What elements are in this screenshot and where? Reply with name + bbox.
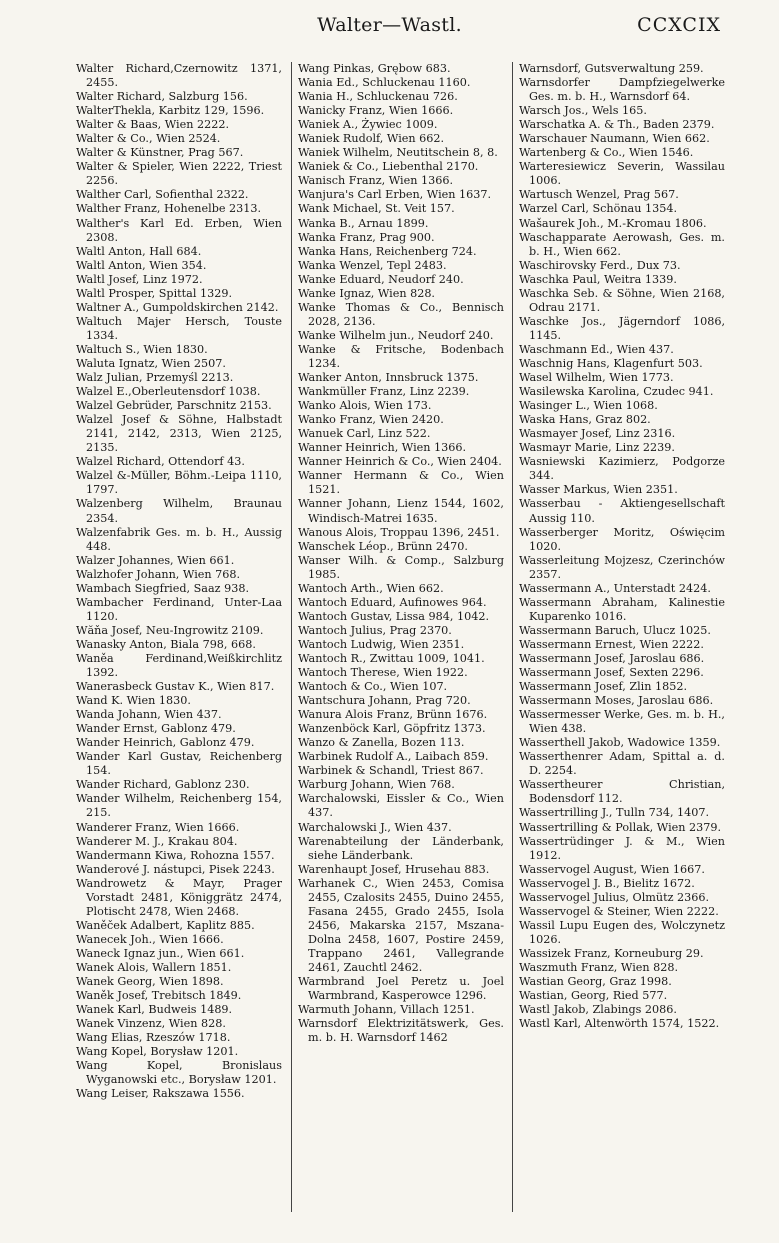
directory-entry: Wantoch Julius, Prag 2370. (298, 623, 452, 637)
directory-entry: Wanderové J. nástupci, Pisek 2243. (76, 862, 275, 876)
directory-entry: Warschauer Naumann, Wien 662. (519, 132, 710, 146)
directory-entry: Waněk Josef, Trebitsch 1849. (76, 989, 242, 1003)
directory-entry: Waschke Jos., Jägerndorf 1086, 1145. (519, 314, 725, 342)
directory-entry: Walter & Co., Wien 2524. (76, 132, 221, 146)
directory-entry: Waltner A., Gumpoldskirchen 2142. (76, 300, 279, 314)
directory-entry: Wanderer M. J., Krakau 804. (76, 834, 238, 848)
directory-entry: Wanous Alois, Troppau 1396, 2451. (298, 525, 500, 539)
directory-entry: Wambach Siegfried, Saaz 938. (76, 581, 250, 595)
directory-entry: Wasserthell Jakob, Wadowice 1359. (519, 736, 721, 750)
directory-entry: Wăňa Josef, Neu-Ingrowitz 2109. (76, 623, 264, 637)
directory-entry: Wand K. Wien 1830. (76, 694, 191, 708)
directory-entry: Walzel &-Müller, Böhm.-Leipa 1110, 1797. (76, 469, 282, 497)
directory-entry: Wassermann A., Unterstadt 2424. (519, 581, 711, 595)
directory-entry: Wanke & Fritsche, Bodenbach 1234. (298, 342, 504, 370)
directory-entry: Wania Ed., Schluckenau 1160. (298, 76, 471, 90)
directory-entry: Walther Franz, Hohenelbe 2313. (76, 202, 262, 216)
directory-entry: Wasservogel Julius, Olmütz 2366. (519, 890, 710, 904)
directory-entry: Wander Heinrich, Gablonz 479. (76, 736, 255, 750)
directory-entry: Wasinger L., Wien 1068. (519, 399, 658, 413)
column-divider (512, 62, 513, 1212)
directory-entry: Wantoch Therese, Wien 1922. (298, 666, 468, 680)
directory-entry: Wassermann Moses, Jaroslau 686. (519, 694, 714, 708)
directory-entry: Waska Hans, Graz 802. (519, 413, 651, 427)
directory-columns (70, 62, 725, 1222)
directory-entry: Wanka B., Arnau 1899. (298, 216, 429, 230)
directory-entry: Wantoch R., Zwittau 1009, 1041. (298, 651, 485, 665)
directory-entry: Warmuth Johann, Villach 1251. (298, 1003, 475, 1017)
directory-entry: Wanke Thomas & Co., Bennisch 2028, 2136. (298, 300, 504, 328)
directory-entry: Walzhofer Johann, Wien 768. (76, 567, 241, 581)
directory-entry: Wanzo & Zanella, Bozen 113. (298, 736, 465, 750)
directory-entry: Wander Wilhelm, Reichenberg 154, 215. (76, 792, 282, 820)
directory-entry: Wanek Alois, Wallern 1851. (76, 961, 232, 974)
directory-entry: Wandrowetz & Mayr, Prager Vorstadt 2481, Königgrätz 2474, Plotischt 2478, Wien 2468. (76, 876, 282, 918)
directory-entry: Waszmuth Franz, Wien 828. (519, 961, 679, 974)
directory-entry: Walter Richard, Salzburg 156. (76, 90, 248, 104)
directory-entry: Wasilewska Karolina, Czudec 941. (519, 385, 714, 399)
directory-entry: Wanser Wilh. & Comp., Salzburg 1985. (298, 553, 504, 581)
directory-entry: Waschapparate Aerowash, Ges. m. b. H., Wien 662. (519, 230, 725, 258)
directory-entry: Wantschura Johann, Prag 720. (298, 694, 471, 708)
directory-entry: Walter & Künstner, Prag 567. (76, 146, 244, 160)
directory-entry: Warmbrand Joel Peretz u. Joel Warmbrand, Kasperowce 1296. (298, 975, 504, 1003)
page-number: CCXCIX (637, 14, 721, 36)
directory-entry: Wanke Ignaz, Wien 828. (298, 286, 435, 300)
directory-entry: Wasserthenrer Adam, Spittal a. d. D. 2254. (519, 750, 725, 778)
directory-entry: Walz Julian, Przemyśl 2213. (76, 371, 234, 385)
directory-entry: Waniek Rudolf, Wien 662. (298, 132, 445, 146)
directory-entry: Wastl Karl, Altenwörth 1574, 1522. (519, 1017, 720, 1031)
directory-entry: Waschirovsky Ferd., Dux 73. (519, 258, 681, 272)
directory-entry: Waschnig Hans, Klagenfurt 503. (519, 356, 703, 370)
directory-entry: Wanko Franz, Wien 2420. (298, 413, 444, 427)
directory-entry: Wastian, Georg, Ried 577. (519, 989, 668, 1003)
directory-entry: Wanner Heinrich, Wien 1366. (298, 441, 467, 455)
directory-entry: Wartusch Wenzel, Prag 567. (519, 188, 679, 202)
directory-entry: Waněček Adalbert, Kaplitz 885. (76, 918, 255, 932)
directory-entry: Wanjura's Carl Erben, Wien 1637. (298, 188, 492, 202)
directory-entry: Warschatka A. & Th., Baden 2379. (519, 118, 715, 132)
directory-entry: Wasel Wilhelm, Wien 1773. (519, 371, 674, 385)
directory-entry: Wander Richard, Gablonz 230. (76, 778, 250, 792)
directory-entry: Wambacher Ferdinand, Unter-Laa 1120. (76, 595, 282, 623)
directory-entry: Wassermann Ernest, Wien 2222. (519, 637, 704, 651)
directory-entry: Wasservogel J. B., Bielitz 1672. (519, 876, 695, 890)
directory-entry: Wassermann Abraham, Kalinestie Kuparenko 1016. (519, 595, 725, 623)
directory-entry: Wankmüller Franz, Linz 2239. (298, 385, 470, 399)
directory-entry: Wander Ernst, Gablonz 479. (76, 722, 236, 736)
directory-entry: Waltl Josef, Linz 1972. (76, 272, 203, 286)
directory-entry: Warteresiewicz Severin, Wassilau 1006. (519, 160, 725, 188)
directory-entry: Wassermann Josef, Sexten 2296. (519, 666, 704, 680)
directory-entry: Wasserberger Moritz, Oświęcim 1020. (519, 525, 725, 553)
directory-entry: Warchalowski, Eissler & Co., Wien 437. (298, 792, 504, 820)
directory-entry: Walther Carl, Sofienthal 2322. (76, 188, 249, 202)
directory-entry: Wassertrilling J., Tulln 734, 1407. (519, 806, 710, 820)
directory-entry: Waniek & Co., Liebenthal 2170. (298, 160, 479, 174)
directory-entry: Wanner Johann, Lienz 1544, 1602, Windisch-Matrei 1635. (298, 497, 504, 525)
directory-entry: Wanderer Franz, Wien 1666. (76, 820, 240, 834)
directory-entry: Wanuek Carl, Linz 522. (298, 427, 431, 441)
directory-entry: Wassil Lupu Eugen des, Wolczynetz 1026. (519, 918, 725, 946)
directory-entry: Wasniewski Kazimierz, Podgorze 344. (519, 455, 725, 483)
directory-entry: Walzel Josef & Söhne, Halbstadt 2141, 2142, 2313, Wien 2125, 2135. (76, 413, 282, 455)
directory-entry: Wanka Hans, Reichenberg 724. (298, 244, 477, 258)
directory-entry: Wassertrilling & Pollak, Wien 2379. (519, 820, 722, 834)
directory-entry: Walter & Spieler, Wien 2222, Triest 2256. (76, 160, 282, 188)
directory-entry: Walzel E.,Oberleutensdorf 1038. (76, 385, 261, 399)
directory-entry: WalterThekla, Karbitz 129, 1596. (76, 104, 265, 118)
directory-entry: Waniek A., Żywiec 1009. (298, 118, 438, 132)
directory-entry: Wassermann Josef, Zlin 1852. (519, 680, 688, 694)
directory-entry: Warnsdorf Elektrizitätswerk, Ges. m. b. H. Warnsdorf 1462 (298, 1017, 504, 1045)
directory-entry: Wastian Georg, Graz 1998. (519, 975, 672, 989)
directory-entry: Waltl Anton, Hall 684. (76, 244, 202, 258)
directory-entry: Wassermann Josef, Jaroslau 686. (519, 651, 705, 665)
running-title: Walter—Wastl. (317, 14, 462, 36)
directory-entry: Wasmayr Marie, Linz 2239. (519, 441, 675, 455)
directory-entry: Wang Pinkas, Grębow 683. (298, 62, 451, 75)
directory-entry: Wandermann Kiwa, Rohozna 1557. (76, 848, 275, 862)
directory-entry: Warnsdorfer Dampfziegelwerke Ges. m. b. H., Warnsdorf 64. (519, 76, 725, 104)
directory-entry: Wanschek Léop., Brünn 2470. (298, 539, 468, 553)
directory-entry: Warnsdorf, Gutsverwaltung 259. (519, 62, 704, 75)
directory-entry: Waltuch Majer Hersch, Touste 1334. (76, 314, 282, 342)
directory-entry: Waschka Seb. & Söhne, Wien 2168, Odrau 2171. (519, 286, 725, 314)
column-2 (298, 62, 504, 1222)
directory-entry: Wanek Vinzenz, Wien 828. (76, 1017, 226, 1031)
directory-entry: Walter & Baas, Wien 2222. (76, 118, 230, 132)
page-header (0, 6, 779, 36)
directory-entry: Wasserbau - Aktiengesellschaft Aussig 110. (519, 497, 725, 525)
directory-entry: Wanka Franz, Prag 900. (298, 230, 435, 244)
directory-entry: Wasservogel & Steiner, Wien 2222. (519, 904, 719, 918)
directory-entry: Wassermann Baruch, Ulucz 1025. (519, 623, 711, 637)
directory-entry: Warbinek & Schandl, Triest 867. (298, 764, 484, 778)
directory-entry: Waniek Wilhelm, Neutitschein 8, 8. (298, 146, 498, 160)
directory-entry: Walther's Karl Ed. Erben, Wien 2308. (76, 216, 282, 244)
directory-entry: Wanek Karl, Budweis 1489. (76, 1003, 233, 1017)
directory-entry: Wanicky Franz, Wien 1666. (298, 104, 454, 118)
directory-entry: Warbinek Rudolf A., Laibach 859. (298, 750, 489, 764)
directory-entry: Waltl Anton, Wien 354. (76, 258, 207, 272)
directory-entry: Wastl Jakob, Zlabings 2086. (519, 1003, 677, 1017)
directory-entry: Wang Leiser, Rakszawa 1556. (76, 1087, 245, 1101)
directory-entry: Waltl Prosper, Spittal 1329. (76, 286, 232, 300)
directory-entry: Wanka Wenzel, Tepl 2483. (298, 258, 447, 272)
directory-entry: Warenabteilung der Länderbank, siehe Länderbank. (298, 834, 504, 862)
directory-entry: Wanko Alois, Wien 173. (298, 399, 432, 413)
directory-entry: Wang Elias, Rzeszów 1718. (76, 1031, 231, 1045)
directory-entry: Wantoch Eduard, Aufinowes 964. (298, 595, 487, 609)
column-1 (76, 62, 282, 1222)
directory-entry: Wanek Georg, Wien 1898. (76, 975, 224, 989)
directory-entry: Warzel Carl, Schönau 1354. (519, 202, 677, 216)
directory-entry: Wanzenböck Karl, Göpfritz 1373. (298, 722, 486, 736)
directory-entry: Wasserleitung Mojzesz, Czerinchów 2357. (519, 553, 725, 581)
directory-entry: Walzenfabrik Ges. m. b. H., Aussig 448. (76, 525, 282, 553)
directory-entry: Waschmann Ed., Wien 437. (519, 342, 674, 356)
directory-entry: Walzenberg Wilhelm, Braunau 2354. (76, 497, 282, 525)
directory-entry: Wanner Heinrich & Co., Wien 2404. (298, 455, 502, 469)
directory-entry: Wanker Anton, Innsbruck 1375. (298, 371, 479, 385)
directory-entry: Wassertrüdinger J. & M., Wien 1912. (519, 834, 725, 862)
directory-entry: Wantoch Arth., Wien 662. (298, 581, 444, 595)
directory-entry: Wanner Hermann & Co., Wien 1521. (298, 469, 504, 497)
directory-entry: Walter Richard,Czernowitz 1371, 2455. (76, 62, 282, 90)
directory-entry: Warhanek C., Wien 2453, Comisa 2455, Czalosits 2455, Duino 2455, Fasana 2455, Grado 2455, Isola 2456, Makarska 2157, Mszana-Dolna 2458, 1607, Postire 2459, Trappano 2461, Vallegrande 2461, Zauchtl 2462. (298, 876, 504, 974)
directory-entry: Walzel Richard, Ottendorf 43. (76, 455, 245, 469)
column-divider (291, 62, 292, 1212)
directory-entry: Wasmayer Josef, Linz 2316. (519, 427, 676, 441)
directory-entry: Wassertheurer Christian, Bodensdorf 112. (519, 778, 725, 806)
directory-entry: Wasser Markus, Wien 2351. (519, 483, 678, 497)
directory-entry: Wanisch Franz, Wien 1366. (298, 174, 454, 188)
directory-entry: Waněa Ferdinand,Weißkirchlitz 1392. (76, 651, 282, 680)
directory-entry: Wanke Wilhelm jun., Neudorf 240. (298, 328, 494, 342)
directory-entry: Wartenberg & Co., Wien 1546. (519, 146, 694, 160)
directory-entry: Wanura Alois Franz, Brünn 1676. (298, 708, 488, 722)
directory-entry: Warenhaupt Josef, Hrusehau 883. (298, 862, 490, 876)
directory-entry: Wanda Johann, Wien 437. (76, 708, 222, 722)
directory-entry: Wania H., Schluckenau 726. (298, 90, 458, 104)
directory-entry: Walzer Johannes, Wien 661. (76, 553, 235, 567)
directory-entry: Waltuch S., Wien 1830. (76, 342, 208, 356)
column-3 (519, 62, 725, 1222)
directory-entry: Wang Kopel, Bronislaus Wyganowski etc., Borysław 1201. (76, 1059, 282, 1087)
directory-entry: Warchalowski J., Wien 437. (298, 820, 452, 834)
directory-entry: Warburg Johann, Wien 768. (298, 778, 455, 792)
directory-entry: Wantoch & Co., Wien 107. (298, 680, 448, 694)
directory-entry: Warsch Jos., Wels 165. (519, 104, 647, 118)
directory-entry: Wantoch Gustav, Lissa 984, 1042. (298, 609, 490, 623)
directory-entry: Wanke Eduard, Neudorf 240. (298, 272, 464, 286)
directory-entry: Wantoch Ludwig, Wien 2351. (298, 637, 465, 651)
directory-entry: Waneck Ignaz jun., Wien 661. (76, 946, 245, 960)
directory-entry: Wassizek Franz, Korneuburg 29. (519, 946, 704, 960)
directory-entry: Wander Karl Gustav, Reichenberg 154. (76, 750, 282, 778)
directory-entry: Wassermesser Werke, Ges. m. b. H., Wien 438. (519, 708, 725, 736)
directory-entry: Wanasky Anton, Biala 798, 668. (76, 637, 256, 651)
directory-entry: Wank Michael, St. Veit 157. (298, 202, 455, 216)
directory-entry: Waluta Ignatz, Wien 2507. (76, 356, 226, 370)
directory-entry: Wang Kopel, Borysław 1201. (76, 1045, 239, 1059)
directory-entry: Wašaurek Joh., M.-Kromau 1806. (519, 216, 707, 230)
directory-entry: Wasservogel August, Wien 1667. (519, 862, 705, 876)
directory-entry: Walzel Gebrüder, Parschnitz 2153. (76, 399, 272, 413)
directory-entry: Wanerasbeck Gustav K., Wien 817. (76, 680, 275, 694)
directory-entry: Wanecek Joh., Wien 1666. (76, 932, 224, 946)
directory-entry: Waschka Paul, Weitra 1339. (519, 272, 677, 286)
